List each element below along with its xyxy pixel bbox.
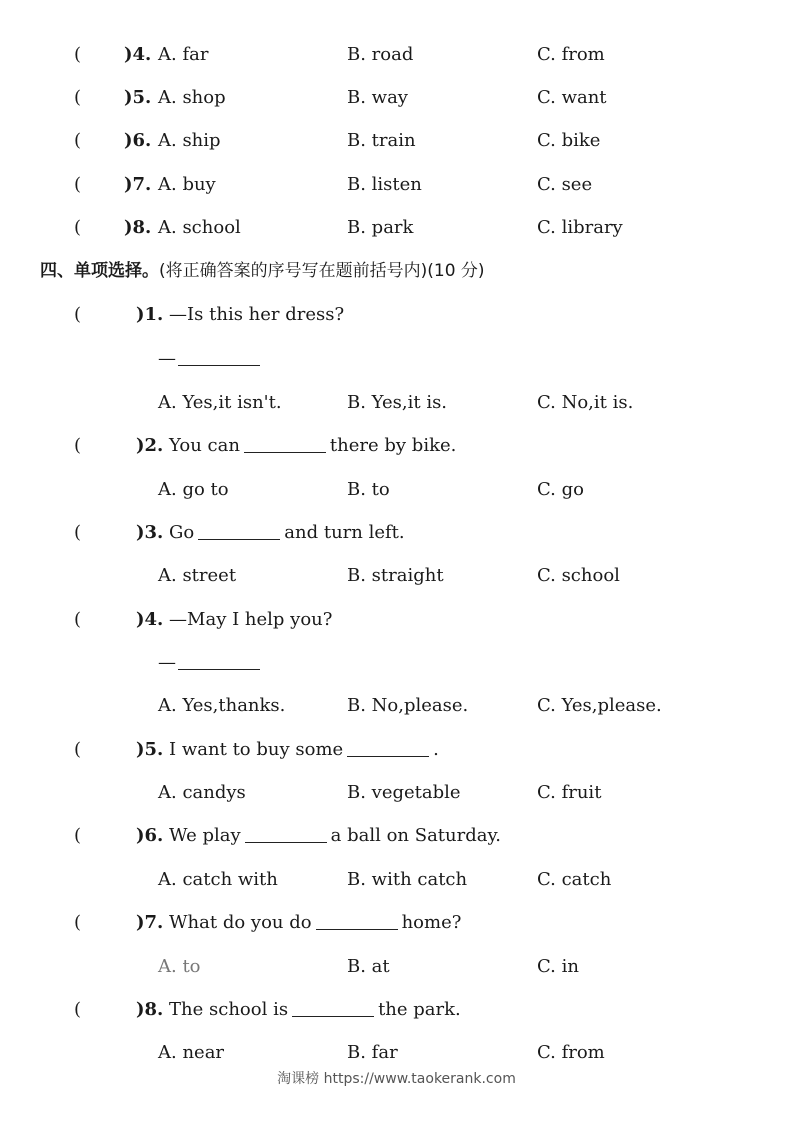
question-number: )5. <box>124 87 152 108</box>
question-2 <box>0 433 793 459</box>
option-a: A. buy <box>158 174 216 195</box>
option-a: A. go to <box>158 479 229 500</box>
option-a: A. Yes,thanks. <box>158 695 286 716</box>
question-text-post: there by bike. <box>329 435 457 456</box>
question-text-pre: The school is <box>169 999 289 1020</box>
option-b: B. road <box>347 44 414 65</box>
dash: — <box>158 652 176 673</box>
question-4 <box>0 607 793 633</box>
question-text-pre: Go <box>169 522 195 543</box>
option-a: A. catch with <box>158 869 278 890</box>
answer-paren-open[interactable]: ( <box>74 435 82 456</box>
option-b: B. with catch <box>347 869 468 890</box>
option-c: C. want <box>537 87 607 108</box>
question-7-options <box>0 954 793 980</box>
option-c: C. Yes,please. <box>537 695 662 716</box>
option-b: B. far <box>347 1042 398 1063</box>
dash: — <box>158 348 176 369</box>
answer-blank[interactable] <box>198 521 280 540</box>
answer-paren-open[interactable]: ( <box>74 304 82 325</box>
question-3 <box>0 520 793 546</box>
option-a: A. shop <box>158 87 226 108</box>
option-a: A. school <box>158 217 241 238</box>
option-c: C. No,it is. <box>537 392 634 413</box>
question-1-options <box>0 390 793 416</box>
top-item-5 <box>0 85 793 111</box>
answer-blank[interactable] <box>178 347 260 366</box>
option-b: B. to <box>347 479 390 500</box>
question-text-pre: You can <box>169 435 240 456</box>
option-a: A. street <box>158 565 237 586</box>
question-number: )1. <box>136 304 164 325</box>
question-6-options <box>0 867 793 893</box>
answer-blank[interactable] <box>178 651 260 670</box>
question-5-options <box>0 780 793 806</box>
question-1-answer-line <box>0 346 793 372</box>
question-1 <box>0 302 793 328</box>
answer-paren-open[interactable]: ( <box>74 44 82 65</box>
question-number: )4. <box>136 609 164 630</box>
option-a: A. Yes,it isn't. <box>158 392 282 413</box>
question-5 <box>0 737 793 763</box>
question-text-pre: I want to buy some <box>169 739 344 760</box>
answer-blank[interactable] <box>244 434 326 453</box>
answer-paren-open[interactable]: ( <box>74 522 82 543</box>
question-text: —May I help you? <box>169 609 333 630</box>
question-8 <box>0 997 793 1023</box>
answer-paren-open[interactable]: ( <box>74 999 82 1020</box>
question-text-pre: What do you do <box>169 912 312 933</box>
top-item-7 <box>0 172 793 198</box>
question-number: )8. <box>136 999 164 1020</box>
question-text-post: and turn left. <box>284 522 405 543</box>
question-number: )8. <box>124 217 152 238</box>
question-text-post: . <box>433 739 439 760</box>
question-text: —Is this her dress? <box>169 304 345 325</box>
option-c: C. in <box>537 956 579 977</box>
option-c: C. bike <box>537 130 601 151</box>
answer-blank[interactable] <box>347 738 429 757</box>
option-c: C. catch <box>537 869 612 890</box>
question-3-options <box>0 563 793 589</box>
question-number: )3. <box>136 522 164 543</box>
answer-paren-open[interactable]: ( <box>74 174 82 195</box>
option-b: B. No,please. <box>347 695 469 716</box>
answer-paren-open[interactable]: ( <box>74 130 82 151</box>
top-item-4 <box>0 42 793 68</box>
answer-blank[interactable] <box>245 824 327 843</box>
option-b: B. Yes,it is. <box>347 392 448 413</box>
option-c: C. from <box>537 44 605 65</box>
footer-watermark: 淘课榜 https://www.taokerank.com <box>277 1071 516 1087</box>
question-number: )5. <box>136 739 164 760</box>
answer-paren-open[interactable]: ( <box>74 87 82 108</box>
option-a: A. far <box>158 44 209 65</box>
answer-paren-open[interactable]: ( <box>74 912 82 933</box>
option-c: C. school <box>537 565 620 586</box>
question-text-post: the park. <box>378 999 461 1020</box>
option-b: B. straight <box>347 565 444 586</box>
question-number: )2. <box>136 435 164 456</box>
option-a: A. to <box>158 956 201 977</box>
option-b: B. at <box>347 956 390 977</box>
section-header <box>40 258 793 284</box>
section-title: 四、单项选择。 <box>40 261 159 281</box>
option-b: B. listen <box>347 174 422 195</box>
question-number: )6. <box>124 130 152 151</box>
question-number: )4. <box>124 44 152 65</box>
question-8-options <box>0 1040 793 1066</box>
option-a: A. near <box>158 1042 225 1063</box>
option-a: A. ship <box>158 130 221 151</box>
option-c: C. see <box>537 174 593 195</box>
top-item-8 <box>0 215 793 241</box>
option-c: C. go <box>537 479 584 500</box>
option-c: C. from <box>537 1042 605 1063</box>
answer-paren-open[interactable]: ( <box>74 739 82 760</box>
question-number: )6. <box>136 825 164 846</box>
option-b: B. way <box>347 87 408 108</box>
option-b: B. vegetable <box>347 782 461 803</box>
question-6 <box>0 823 793 849</box>
answer-paren-open[interactable]: ( <box>74 825 82 846</box>
question-number: )7. <box>136 912 164 933</box>
answer-blank[interactable] <box>316 911 398 930</box>
option-b: B. park <box>347 217 414 238</box>
top-item-6 <box>0 128 793 154</box>
answer-paren-open[interactable]: ( <box>74 217 82 238</box>
question-4-answer-line <box>0 650 793 676</box>
section-note: (将正确答案的序号写在题前括号内)(10 分) <box>159 261 485 281</box>
question-2-options <box>0 477 793 503</box>
question-text-pre: We play <box>169 825 241 846</box>
question-text-post: home? <box>401 912 462 933</box>
question-text-post: a ball on Saturday. <box>330 825 501 846</box>
question-number: )7. <box>124 174 152 195</box>
option-b: B. train <box>347 130 416 151</box>
question-7 <box>0 910 793 936</box>
answer-paren-open[interactable]: ( <box>74 609 82 630</box>
option-c: C. library <box>537 217 623 238</box>
option-c: C. fruit <box>537 782 602 803</box>
answer-blank[interactable] <box>292 998 374 1017</box>
question-4-options <box>0 693 793 719</box>
option-a: A. candys <box>158 782 246 803</box>
